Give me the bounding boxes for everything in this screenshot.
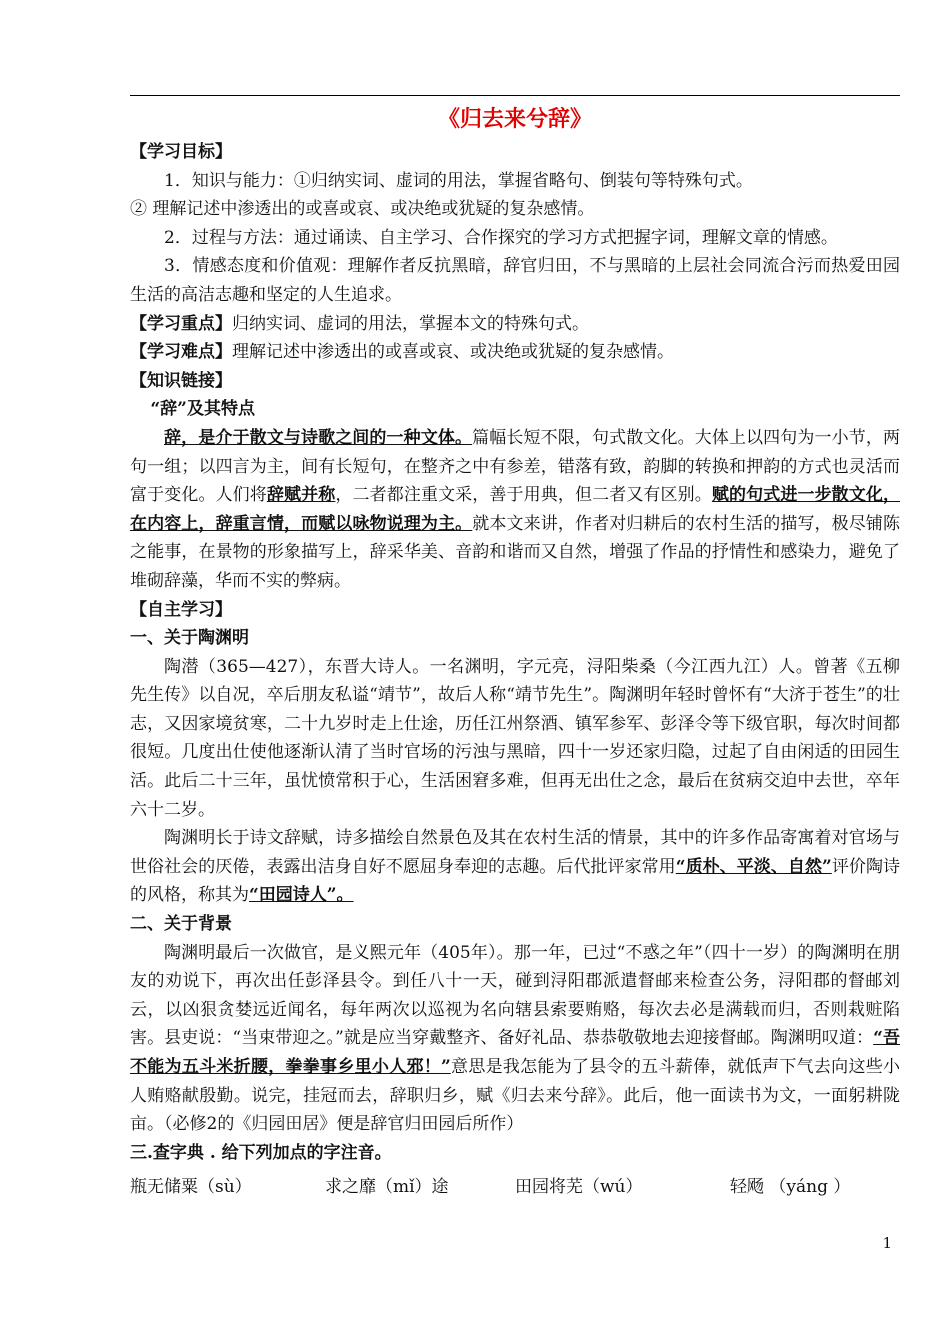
difficulty-label: 【学习难点】 — [130, 342, 232, 363]
sec1-style-phrase: “质朴、平淡、自然” — [675, 856, 832, 877]
knowledge-def: 辞，是介于散文与诗歌之间的一种文体。 — [164, 427, 473, 448]
sec2-text-a: 陶渊明最后一次做官，是义熙元年（405年）。那一年，已过“不惑之年”（四十一岁）的陶渊明在朋友的劝说下，再次出任彭泽县令。到任八十一天，碰到浔阳郡派遣督邮来检查公务，浔阳郡的督邮刘云，以凶狠贪婪远近闻名，每年两次以巡视为名向辖县索要贿赂，每次去必是满载而归，否则栽赃陷害。县吏说：“当束带迎之。”就是应当穿戴整齐、备好礼品、恭恭敬敬地去迎接督邮。陶渊明叹道： — [130, 942, 900, 1049]
difficulty — [130, 338, 900, 367]
objectives-heading: 【学习目标】 — [130, 142, 232, 162]
section-1-title: 一、关于陶渊明 — [130, 628, 249, 649]
objective-3: 3．情感态度和价值观：理解作者反抗黑暗，辞官归田，不与黑暗的上层社会同流合污而热爱田园生活的高洁志趣和坚定的人生追求。 — [130, 256, 900, 305]
knowledge-subheading: “辞”及其特点 — [150, 399, 255, 420]
page-title: 《归去来兮辞》 — [437, 106, 592, 132]
key-point — [130, 310, 900, 339]
knowledge-text-b: ，二者都注重文采，善于用典，但二者又有区别。 — [335, 485, 712, 506]
self-study-heading: 【自主学习】 — [130, 599, 232, 620]
page-number: 1 — [882, 1234, 892, 1252]
pinyin-item: 轻飏 （yáng ） — [730, 1177, 851, 1198]
section-2-paragraph — [130, 939, 900, 1139]
knowledge-text-c: 就本文来讲，作者对归耕后的农村生活的描写，极尽铺陈之能事，在景物的形象描写上，辞采华美、音韵和谐而又自然，增强了作品的抒情性和感染力，避免了堆砌辞藻，华而不实的弊病。 — [130, 513, 901, 591]
sec1-poet-title: “田园诗人”。 — [249, 885, 354, 906]
knowledge-paragraph — [130, 424, 900, 596]
sec1-p2-text-a: 陶渊明长于诗文辞赋，诗多描绘自然景色及其在农村生活的情景，其中的许多作品寄寓着对官场与世俗社会的厌倦，表露出洁身自好不愿屈身奉迎的志趣。后代批评家常用 — [130, 828, 900, 877]
section-1-paragraph-1: 陶潜（365—427），东晋大诗人。一名渊明，字元亮，浔阳柴桑（今江西九江）人。曾著《五柳先生传》以自况，卒后朋友私谥“靖节”，故后人称“靖节先生”。陶渊明年轻时曾怀有“大济于苍生”的壮志，又因家境贫寒，二十九岁时走上仕途，历任江州祭酒、镇军参军、彭泽令等下级官职，每次时间都很短。几度出仕使他逐渐认清了当时官场的污浊与黑暗，四十一岁还家归隐，过起了自由闲适的田园生活。此后二十三年，虽忧愤常积于心，生活困窘多难，但再无出仕之念，最后在贫病交迫中去世，卒年六十二岁。 — [130, 656, 900, 820]
knowledge-distinction: 赋的句式进一步散文化，在内容上，辞重言情，而赋以咏物说理为主。 — [130, 485, 901, 534]
knowledge-term: 辞赋并称 — [266, 485, 336, 506]
document-body — [130, 102, 900, 1202]
objective-1-cont: ② 理解记述中渗透出的或喜或哀、或决绝或犹疑的复杂感情。 — [130, 199, 595, 220]
section-1-paragraph-2 — [130, 824, 900, 910]
knowledge-heading: 【知识链接】 — [130, 370, 232, 391]
pinyin-exercise-row — [130, 1173, 900, 1202]
section-2-title: 二、关于背景 — [130, 914, 232, 935]
objective-1: 1．知识与能力：①归纳实词、虚词的用法，掌握省略句、倒装句等特殊句式。 — [164, 170, 753, 191]
sec1-p2-text-b: 评价陶诗的风格，称其为 — [130, 856, 900, 906]
key-point-label: 【学习重点】 — [130, 313, 232, 334]
sec2-quote: “吾不能为五斗米折腰，拳拳事乡里小人邪！” — [130, 1028, 900, 1077]
sec2-text-b: 意思是我怎能为了县令的五斗薪俸，就低声下气去向这些小人贿赂献殷勤。说完，挂冠而去，辞职归乡，赋《归去来兮辞》。此后，他一面读书为文，一面躬耕陇亩。（必修2的《归园田居》便是辞官归田园后所作） — [130, 1057, 901, 1135]
pinyin-item: 田园将芜（wú） — [515, 1177, 643, 1198]
difficulty-text: 理解记述中渗透出的或喜或哀、或决绝或犹疑的复杂感情。 — [232, 342, 674, 363]
header-rule — [130, 95, 900, 96]
section-3-title: 三.查字典 . 给下列加点的字注音。 — [130, 1142, 392, 1163]
objective-2: 2．过程与方法：通过诵读、自主学习、合作探究的学习方式把握字词，理解文章的情感。 — [164, 227, 838, 248]
pinyin-item: 求之靡（mǐ）途 — [325, 1177, 449, 1198]
knowledge-text-a: 篇幅长短不限，句式散文化。大体上以四句为一小节，两句一组；以四言为主，间有长短句，在整齐之中有参差，错落有致，韵脚的转换和押韵的方式也灵活而富于变化。人们将 — [130, 427, 901, 506]
pinyin-item: 瓶无储粟（sù） — [130, 1177, 252, 1198]
key-point-text: 归纳实词、虚词的用法，掌握本文的特殊句式。 — [232, 313, 589, 334]
